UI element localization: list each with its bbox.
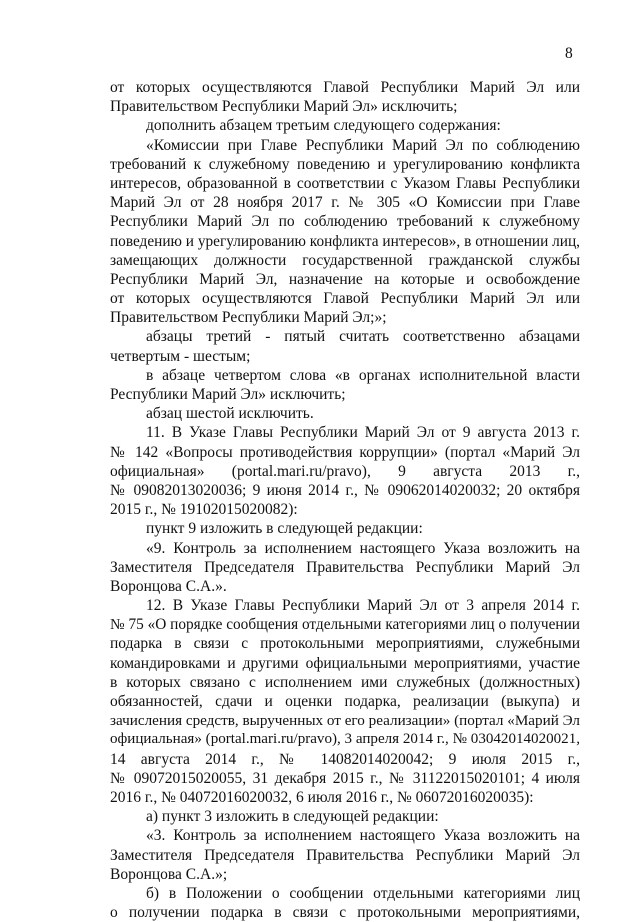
text-line: Заместителя Председателя Правительства Республики Марий Эл	[110, 846, 580, 864]
text-line: 2016 г., № 04072016020032, 6 июля 2016 г., № 06072016020035):	[110, 788, 534, 806]
text-line: замещающих должности государственной гражданской службы	[110, 251, 580, 269]
text-line: б) в Положении о сообщении отдельными категориями лиц	[146, 884, 580, 902]
text-line: «9. Контроль за исполнением настоящего Указа возложить на	[146, 539, 580, 557]
text-line: в которых связано с исполнением ими служебных (должностных)	[110, 673, 580, 691]
text-line: «Комиссии при Главе Республики Марий Эл по соблюдению	[146, 136, 580, 154]
text-line: 14 августа 2014 г., № 14082014020042; 9 июля 2015 г.,	[110, 750, 580, 768]
text-line: 2015 г., № 19102015020082):	[110, 501, 298, 519]
text-line: дополнить абзацем третьим следующего содержания:	[146, 117, 501, 135]
text-line: № 142 «Вопросы противодействия коррупции» (портал «Марий Эл	[110, 443, 580, 461]
text-line: Заместителя Председателя Правительства Республики Марий Эл	[110, 558, 580, 576]
text-line: обязанностей, сдачи и оценки подарка, реализации (выкупа) и	[110, 693, 580, 710]
text-line: в абзаце четвертом слова «в органах исполнительной власти	[146, 366, 580, 384]
text-line: четвертым - шестым;	[110, 347, 251, 365]
text-line: Воронцова С.А.».	[110, 577, 227, 595]
text-line: «3. Контроль за исполнением настоящего Указа возложить на	[146, 827, 580, 845]
text-line: 11. В Указе Главы Республики Марий Эл от 9 августа 2013 г.	[146, 424, 580, 442]
text-line: а) пункт 3 изложить в следующей редакции:	[146, 808, 439, 826]
text-line: пункт 9 изложить в следующей редакции:	[146, 520, 423, 538]
text-line: Республики Марий Эл» исключить;	[110, 386, 346, 403]
text-line: № 09082013020036; 9 июня 2014 г., № 09062014020032; 20 октября	[110, 481, 580, 499]
text-line: 12. В Указе Главы Республики Марий Эл от 3 апреля 2014 г.	[146, 597, 580, 615]
text-line: Воронцова С.А.»;	[110, 865, 228, 883]
document-body	[110, 78, 580, 922]
text-line: командировками и другими официальными мероприятиями, участие	[110, 654, 580, 672]
page-number: 8	[565, 45, 573, 62]
text-line: Правительством Республики Марий Эл» исключить;	[110, 98, 458, 116]
text-line: зачисления средств, вырученных от его реализации» (портал «Марий Эл	[110, 712, 580, 730]
text-line: Республики Марий Эл, назначение на которые и освобождение	[110, 270, 580, 288]
text-line: от которых осуществляются Главой Республики Марий Эл или	[110, 290, 580, 308]
text-line: интересов, образованной в соответствии с Указом Главы Республики	[110, 174, 580, 192]
text-line: Марий Эл от 28 ноября 2017 г. № 305 «О Комиссии при Главе	[110, 194, 580, 212]
text-line: № 09072015020055, 31 декабря 2015 г., № 31122015020101; 4 июля	[110, 769, 580, 787]
text-line: абзацы третий - пятый считать соответственно абзацами	[146, 328, 580, 346]
text-line: требований к служебному поведению и урегулированию конфликта	[110, 155, 580, 173]
text-line: № 75 «О порядке сообщения отдельными категориями лиц о получении	[110, 616, 580, 634]
text-line: Правительством Республики Марий Эл;»;	[110, 309, 387, 327]
text-line: подарка в связи с протокольными мероприятиями, служебными	[110, 635, 580, 653]
text-line: официальная» (portal.mari.ru/pravo), 9 августа 2013 г.,	[110, 462, 580, 480]
text-line: о получении подарка в связи с протокольными мероприятиями,	[110, 904, 580, 922]
text-line: Республики Марий Эл по соблюдению требований к служебному	[110, 213, 580, 231]
text-line: поведению и урегулированию конфликта интересов», в отношении лиц,	[110, 232, 580, 250]
text-line: официальная» (portal.mari.ru/pravo), 3 апреля 2014 г., № 03042014020021,	[110, 731, 580, 748]
text-line: абзац шестой исключить.	[146, 405, 314, 423]
text-line: от которых осуществляются Главой Республики Марий Эл или	[110, 79, 580, 96]
